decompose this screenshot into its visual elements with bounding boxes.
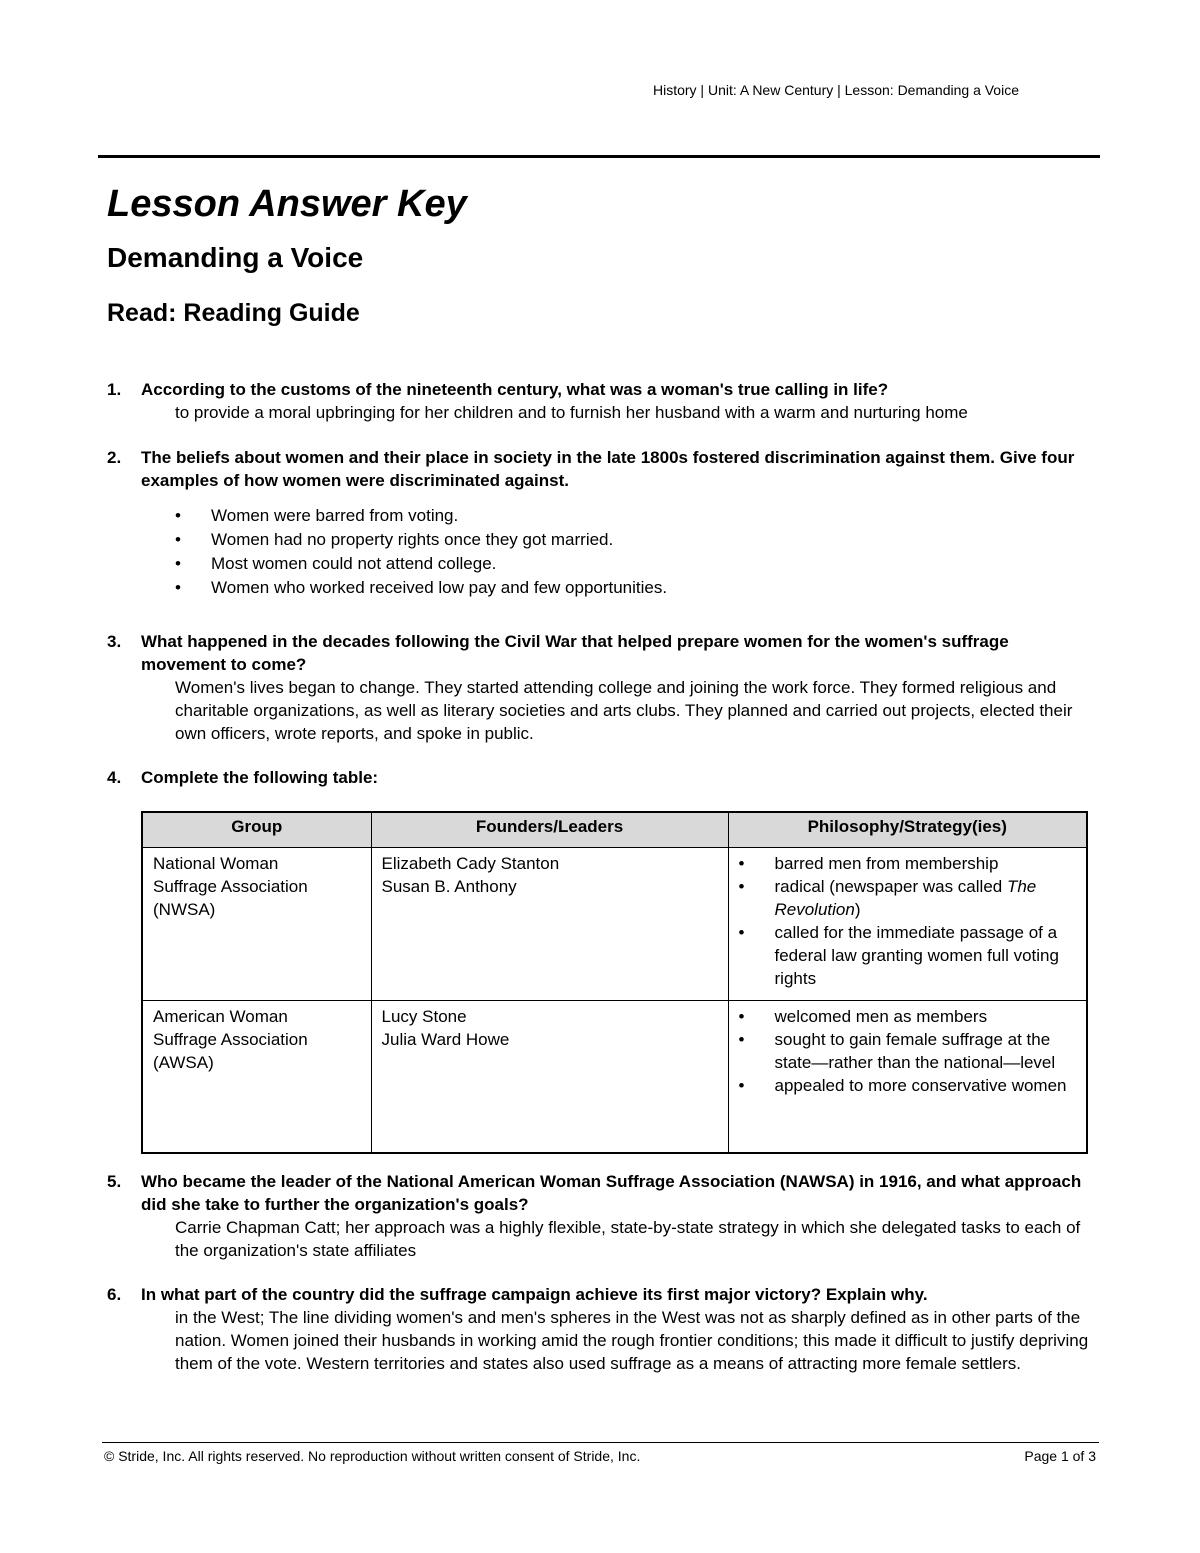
list-item: • barred men from membership [738,854,999,873]
bullet-icon: • [175,578,181,597]
list-item: • called for the immediate passage of a federal law granting women full voting rights [738,923,1059,988]
header-divider [98,155,1100,158]
leaders-cell: Elizabeth Cady Stanton Susan B. Anthony [371,848,728,1001]
list-item: • welcomed men as members [738,1007,988,1026]
question-number: 6. [107,1285,122,1304]
bullet-icon: • [738,854,745,873]
question-number: 2. [107,448,122,467]
list-item: • appealed to more conservative women [738,1076,1067,1095]
bullet-icon: • [738,923,745,942]
bullet-icon: • [738,1076,745,1095]
footer-divider [102,1442,1099,1443]
question-number: 5. [107,1172,122,1191]
question-text: According to the customs of the nineteenth century, what was a woman's true calling in life? [141,380,889,399]
group-cell: American Woman Suffrage Association (AWSA) [142,1001,371,1153]
answer-text: Carrie Chapman Catt; her approach was a highly flexible, state-by-state strategy in which she delegated tasks to each of the organization's state affiliates [175,1218,1081,1260]
question-4 [107,766,1092,789]
column-header: Founders/Leaders [371,812,728,848]
answer-text: in the West; The line dividing women's and men's spheres in the West was not as sharply defined as in other parts of the nation. Women joined their husbands in working amid the rough frontier conditions; this made it difficult to justify depriving them of the vote. Western territories and states also used suffrage as a means of attracting more female settlers. [175,1308,1089,1373]
question-number: 4. [107,768,122,787]
group-cell: National Woman Suffrage Association (NWSA) [142,848,371,1001]
list-item: • Women were barred from voting. [107,504,1092,528]
question-2 [107,446,1092,600]
table-header-row [142,812,1087,848]
bullet-icon: • [738,877,745,896]
strategy-cell [728,1001,1087,1153]
list-item: • Women had no property rights once they got married. [107,528,1092,552]
question-number: 1. [107,380,122,399]
answer-bullet-list [107,504,1092,600]
page-title: Lesson Answer Key [107,183,467,225]
question-number: 3. [107,632,122,651]
answer-text: Women's lives began to change. They started attending college and joining the work force. They formed religious and charitable organizations, as well as literary societies and arts clubs. They planned and carried out projects, elected their own officers, wrote reports, and spoke in public. [175,678,1073,743]
leaders-cell: Lucy Stone Julia Ward Howe [371,1001,728,1153]
list-item: • Most women could not attend college. [107,552,1092,576]
question-text: In what part of the country did the suffrage campaign achieve its first major victory? Explain why. [141,1285,928,1304]
list-item: • Women who worked received low pay and few opportunities. [107,576,1092,600]
strategy-cell [728,848,1087,1001]
newspaper-title: The Revolution [774,877,1037,919]
answer-text: to provide a moral upbringing for her children and to furnish her husband with a warm and nurturing home [175,403,968,422]
bullet-icon: • [175,530,181,549]
question-text: Complete the following table: [141,768,379,787]
header-breadcrumb: History | Unit: A New Century | Lesson: Demanding a Voice [652,82,1019,98]
bullet-icon: • [175,554,181,573]
question-5 [107,1170,1092,1262]
question-3 [107,630,1092,745]
section-title: Read: Reading Guide [107,299,360,327]
question-6 [107,1283,1092,1375]
list-item: • radical (newspaper was called The Revolution) [738,877,1037,919]
footer-copyright: © Stride, Inc. All rights reserved. No reproduction without written consent of Stride, Inc. [104,1448,641,1464]
question-text: What happened in the decades following the Civil War that helped prepare women for the women's suffrage movement to come? [141,632,1009,674]
list-item: • sought to gain female suffrage at the state—rather than the national—level [738,1030,1056,1072]
lesson-title: Demanding a Voice [107,242,364,273]
question-1 [107,378,1092,424]
question-text: Who became the leader of the National American Woman Suffrage Association (NAWSA) in 1916, and what approach did she take to further the organization's goals? [141,1172,1082,1214]
column-header: Philosophy/Strategy(ies) [728,812,1087,848]
table-row [142,848,1087,1001]
bullet-icon: • [738,1030,745,1049]
page-number: Page 1 of 3 [1024,1448,1096,1464]
bullet-icon: • [738,1007,745,1026]
question-text: The beliefs about women and their place in society in the late 1800s fostered discrimination against them. Give four examples of how women were discriminated against. [141,448,1075,490]
bullet-icon: • [175,506,181,525]
suffrage-groups-table [141,811,1088,1154]
table-row [142,1001,1087,1153]
column-header: Group [142,812,371,848]
